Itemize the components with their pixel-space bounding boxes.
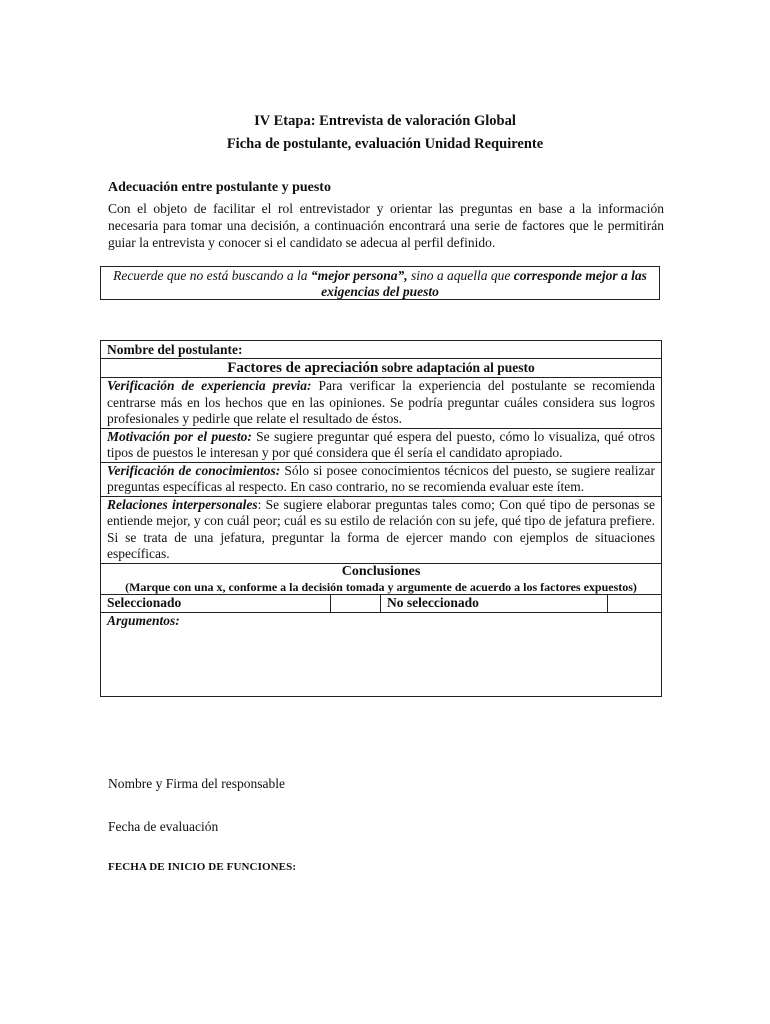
factor-row [101,428,662,462]
applicant-name-label: Nombre del postulante: [107,342,243,357]
factor-text: : Se sugiere elaborar preguntas tales como; Con qué tipo de personas se entiende mejor, y con cuál peor; cuál es su estilo de relación con su jefe, qué tipo de jefatura prefiere. Si se trata de una jefatura, preguntar la forma de ejercer mando con ejemplos de situaciones específicas. [107,496,656,561]
factor-title: Verificación de conocimientos: [107,462,281,478]
selected-label-cell [101,595,331,613]
arguments-row [101,612,662,696]
page-subtitle: Ficha de postulante, evaluación Unidad Requirente [226,136,544,152]
conclusions-header [101,563,662,595]
factor-text: Para verificar la experiencia del postulante se recomienda centrarse más en los hechos que en las opiniones. Se podría preguntar cuáles considera sus logros profesionales y pedirle que relate el resultado de éstos. [107,378,656,426]
factor-title: Verificación de experiencia previa: [107,378,312,393]
factor-motivation [101,428,662,462]
page-title: IV Etapa: Entrevista de valoración Global [254,113,516,129]
conclusions-row [101,563,662,595]
selected-label: Seleccionado [107,595,182,610]
factor-text: Sólo si posee conocimientos técnicos del puesto, se sugiere realizar preguntas específicas al respecto. En caso contrario, no se recomienda evaluar este ítem. [107,462,656,494]
factor-knowledge [101,462,662,496]
selected-checkbox[interactable] [331,595,381,613]
name-row [101,341,662,359]
factor-row [101,378,662,429]
decision-row [101,595,662,613]
factors-title-large: Factores de apreciación [227,360,379,376]
notice-emphasis-2: corresponde mejor a las exigencias del puesto [321,268,647,299]
not-selected-label-cell [381,595,608,613]
conclusions-note: (Marque con una x, conforme a la decisión tomada y argumente de acuerdo a los factores expuestos) [125,580,637,594]
factor-title: Relaciones interpersonales [107,496,258,512]
reminder-notice-box [100,266,660,300]
not-selected-label: No seleccionado [387,595,479,610]
factor-row [101,462,662,496]
factor-experience [101,378,662,429]
notice-text-2: sino a aquella que [407,268,514,283]
factor-title: Motivación por el puesto: [107,428,252,444]
evaluation-form-table [100,340,662,697]
factor-interpersonal [101,496,662,563]
factors-title-small: sobre adaptación al puesto [378,360,535,375]
applicant-name-field[interactable] [101,341,662,359]
factor-row [101,496,662,563]
notice-emphasis-1: “mejor persona”, [310,268,408,283]
not-selected-checkbox[interactable] [608,595,662,613]
factors-header [101,359,662,378]
notice-text-1: Recuerde que no está buscando a la [113,268,311,283]
start-date-label: FECHA DE INICIO DE FUNCIONES: [108,861,297,873]
section-heading: Adecuación entre postulante y puesto [108,180,331,195]
factor-text: Se sugiere preguntar qué espera del puesto, cómo lo visualiza, qué otros tipos de puestos le interesan y por qué considera que él sería el candidato apropiado. [107,428,656,460]
intro-paragraph: Con el objeto de facilitar el rol entrevistador y orientar las preguntas en base a la información necesaria para tomar una decisión, a continuación encontrará una serie de factores que le permitirán guiar la entrevista y conocer si el candidato se adecua al perfil definido. [108,201,664,250]
conclusions-title: Conclusiones [341,563,421,579]
factors-header-row [101,359,662,378]
evaluation-date-label: Fecha de evaluación [108,819,219,834]
arguments-field[interactable] [101,612,662,696]
signature-label: Nombre y Firma del responsable [108,776,285,791]
arguments-label: Argumentos: [107,612,180,628]
